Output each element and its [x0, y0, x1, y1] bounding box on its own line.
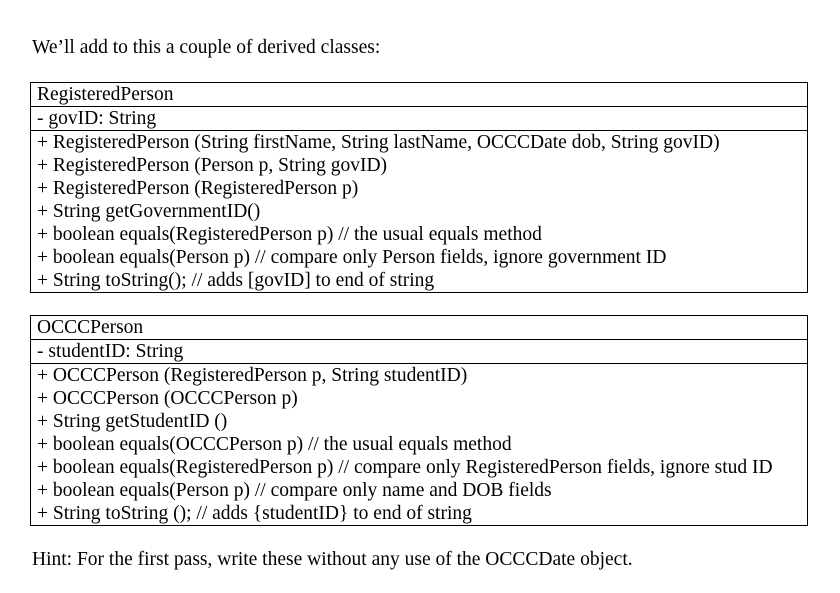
method-row: + String toString(); // adds [govID] to end of string [37, 270, 435, 291]
method-row: + boolean equals(Person p) // compare only name and DOB fields [37, 480, 552, 501]
method-row: + OCCCPerson (OCCCPerson p) [37, 388, 298, 409]
method-row: + boolean equals(OCCCPerson p) // the usual equals method [37, 434, 512, 455]
method-row: + String toString (); // adds {studentID} to end of string [37, 503, 472, 524]
field-row: - govID: String [37, 108, 157, 129]
intro-text: We’ll add to this a couple of derived classes: [32, 37, 381, 58]
methods-section [31, 130, 807, 292]
method-row: + boolean equals(RegisteredPerson p) // the usual equals method [37, 224, 542, 245]
method-row: + RegisteredPerson (RegisteredPerson p) [37, 178, 359, 199]
fields-section [31, 339, 807, 363]
fields-section [31, 106, 807, 130]
method-row: + OCCCPerson (RegisteredPerson p, String studentID) [37, 365, 468, 386]
method-row: + boolean equals(RegisteredPerson p) // compare only RegisteredPerson fields, ignore stud ID [37, 457, 773, 478]
method-row: + boolean equals(Person p) // compare only Person fields, ignore government ID [37, 247, 667, 268]
class-box-occc-person [30, 315, 808, 526]
field-row: - studentID: String [37, 341, 184, 362]
method-row: + RegisteredPerson (Person p, String govID) [37, 155, 388, 176]
class-name: OCCCPerson [37, 317, 144, 338]
class-name: RegisteredPerson [37, 84, 174, 105]
hint-text: Hint: For the first pass, write these without any use of the OCCCDate object. [32, 549, 633, 570]
class-box-registered-person [30, 82, 808, 293]
method-row: + String getStudentID () [37, 411, 228, 432]
method-row: + String getGovernmentID() [37, 201, 261, 222]
method-row: + RegisteredPerson (String firstName, String lastName, OCCCDate dob, String govID) [37, 132, 720, 153]
methods-section [31, 363, 807, 525]
